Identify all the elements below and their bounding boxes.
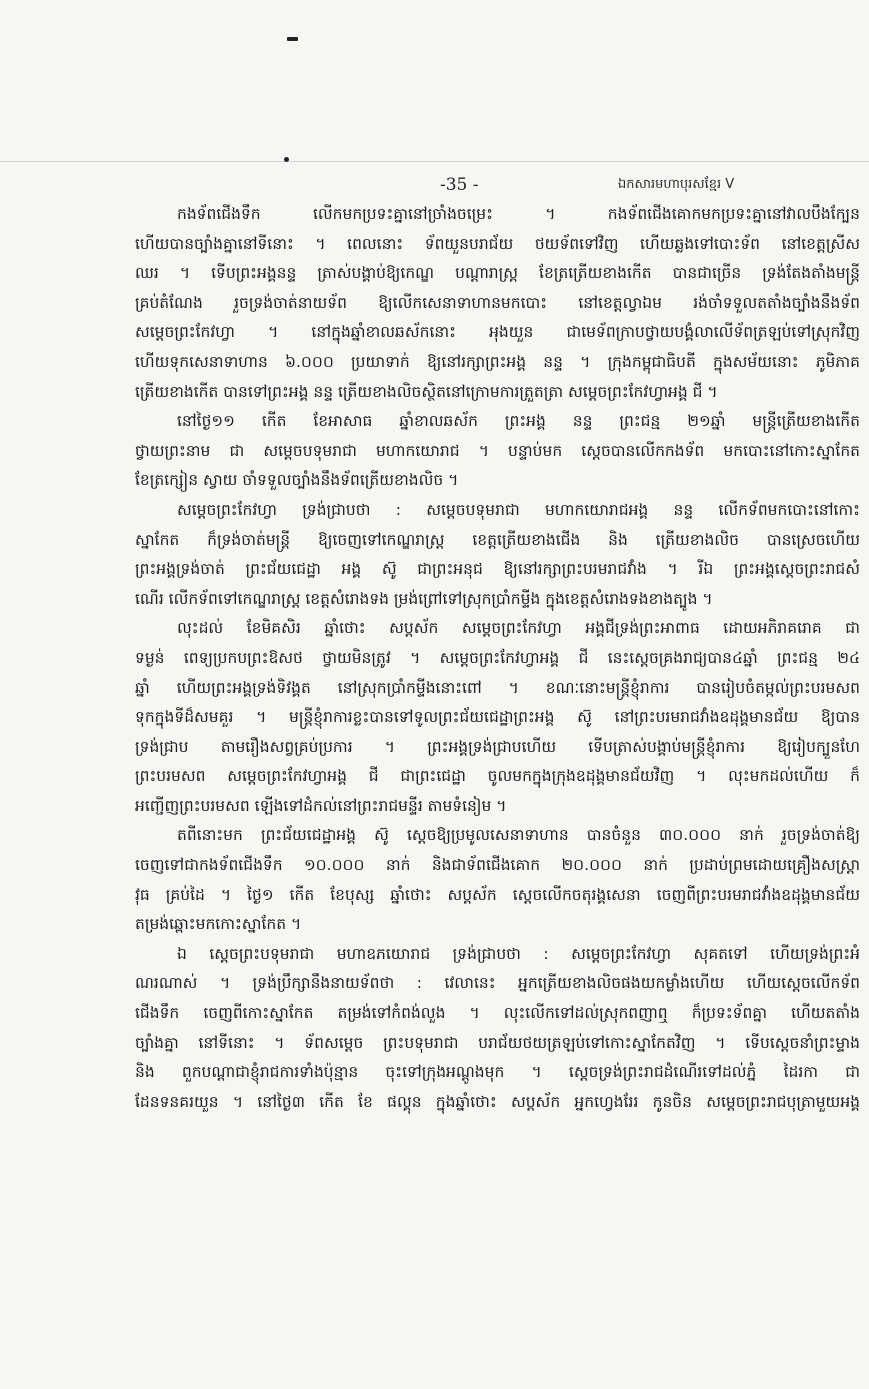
text-line: គ្រប់តំណែង រួចទ្រង់ចាត់នាយទ័ព ឱ្យលើកសេនាទាហានមកបោះ នៅខេត្តល្វាឯម រង់ចាំទទួលតតាំងច្បាំងនឹងទ័ព (135, 293, 860, 312)
text-line: ឈរ ។ ទើបព្រះអង្គនន្ទ ត្រាស់បង្គាប់ឱ្យកេណ្ឌ បណ្ដារាស្ត្រ ខែត្រត្រើយខាងកើត បានជាច្រើន ទ្រង់តែងតាំងមន្ត្រី (135, 264, 860, 283)
text-line: កងទ័ពជើងទឹក លើកមកប្រទះគ្នានៅច្រាំងចម្រេះ ។ កងទ័ពជើងគោកមកប្រទះគ្នានៅវាលបឹងក្បែន (177, 205, 860, 223)
running-head: ឯកសារមហាបុរសខ្មែរ V (618, 177, 735, 192)
text-line: លុះដល់ ខែមិគសិរ ឆ្នាំថោះ សប្ដស័ក សម្ដេចព្រះកែវហ្វា អង្គជីទ្រង់ព្រះអាពាធ ដោយអភិរាគរោគ ជា (177, 619, 860, 638)
paragraph-6 (135, 940, 860, 1118)
text-line: ហើយទុកសេនាទាហាន ៦.០០០ ប្រយាទាក់ ឱ្យនៅរក្សាព្រះអង្គ នន្ទ ។ ក្រុងកម្ពុជាធិបតី ក្នុងសម័យនោះ ភូមិភាគ (135, 352, 860, 371)
text-line: អញ្ជើញព្រះបរមសព ឡើងទៅដំកល់នៅព្រះរាជមន្ទីរ តាមទំនៀម ។ (135, 796, 507, 815)
text-line: ទុកក្នុងទីដ៏សមគួរ ។ មន្ត្រីខ្ញុំរាការខ្លះបានទៅទូលព្រះជ័យជេដ្ឋាព្រះអង្គ ស៊ូ នៅព្រះបរមរាជវាំងឧដុង្គមានជ័យ ឱ្យបាន (135, 708, 860, 727)
text-line: វុធ គ្រប់ដៃ ។ ថ្ងៃ១ កើត ខែបុស្ស ឆ្នាំថោះ សប្ដស័ក ស្ដេចលើកចតុរង្គសេនា ចេញពីព្រះបរមរាជវាំងឧដុង្គមានជ័យ (135, 885, 860, 904)
text-line: ខែត្រក្សៀន ស្វាយ ចាំទទួលច្បាំងនឹងទ័ពត្រើយខាងលិច ។ (135, 471, 459, 490)
paragraph-4 (135, 614, 860, 821)
paragraph-2 (135, 407, 860, 496)
text-line: ព្រះអង្គទ្រង់ចាត់ ព្រះជ័យជេដ្ឋា អង្គ ស៊ូ ជាព្រះអនុជ ឱ្យនៅរក្សាព្រះបរមរាជវាំង ។ រីឯ ព្រះអង្គស្ដេចព្រះរាជសំ (135, 560, 860, 579)
scan-speck (284, 157, 289, 162)
text-line: តពីនោះមក ព្រះជ័យជេដ្ឋាអង្គ ស៊ូ ស្ដេចឱ្យប្រមូលសេនាទាហាន បានចំនួន ៣០.០០០ នាក់ រួចទ្រង់ចាត់ឱ្យ (177, 826, 860, 845)
paragraph-3 (135, 496, 860, 614)
text-line: ណើរ លើកទ័ពទៅកេណ្ឌរាស្ត្រ ខេត្តសំរោងទង ម្រង់ព្រៅទៅស្រុកប្រាំកម្ទីង ក្នុងខេត្តសំរោងទងខាងត្បូង ។ (135, 589, 713, 608)
text-line: សម្ដេចព្រះកែវហ្វា ទ្រង់ជ្រាបថា : សម្ដេចបទុមរាជា មហាកយោរាជអង្គ នន្ទ លើកទ័ពមកបោះនៅកោះ (177, 500, 860, 519)
scan-line (0, 161, 869, 162)
body-text (135, 200, 860, 1117)
text-line: នៅថ្ងៃ១១ កើត ខែអាសាធ ឆ្នាំខាលឆស័ក ព្រះអង្គ នន្ទ ព្រះជន្ម ២១ឆ្នាំ មន្ត្រីត្រើយខាងកើត (177, 412, 860, 431)
text-line: ដែនទនគរយួន ។ នៅថ្ងៃ៣ កើត ខែ ផល្គុន ក្នុងឆ្នាំថោះ សប្ដស័ក អ្នកហ្វេងរែរ កូនចិន សម្ដេចព្រះរាជបុត្រាមួយអង្គ (135, 1092, 860, 1111)
text-line: និង ពួកបណ្ដាជាខ្ញុំរាជការទាំងប៉ុន្មាន ចុះទៅក្រុងអណ្ដូងមុក ។ ស្ដេចទ្រង់ព្រះរាជដំណើរទៅដល់ភ្នំ ដៃរកា ជា (135, 1063, 860, 1082)
scan-speck (287, 37, 298, 41)
text-line: ទ្រង់ជ្រាប តាមរឿងសព្វគ្រប់ប្រការ ។ ព្រះអង្គទ្រង់ជ្រាបហើយ ទើបត្រាស់បង្គាប់មន្ត្រីខ្ញុំរាការ ឱ្យរៀបក្បួនហែ (135, 737, 860, 756)
paragraph-5 (135, 821, 860, 939)
text-line: ឯ ស្ដេចព្រះបទុមរាជា មហាឧភយោរាជ ទ្រង់ជ្រាបថា : សម្ដេចព្រះកែវហ្វា សុគតទៅ ហើយទ្រង់ព្រះអំ (177, 944, 860, 963)
text-line: ជើងទឹក ចេញពីកោះស្នាកែត តម្រង់ទៅកំពង់លួង ។ លុះលើកទៅដល់ស្រុកពញាឮ ក៏ប្រទះទ័ពគ្នា ហើយតតាំង (135, 1004, 860, 1023)
text-line: ត្រើយខាងកើត បានទៅព្រះអង្គ នន្ទ ត្រើយខាងលិចស្ថិតនៅក្រោមការត្រួតត្រា សម្ដេចព្រះកែវហ្វាអង្គ ជី ។ (135, 382, 718, 401)
text-line: ថ្វាយព្រះនាម ជា សម្ដេចបទុមរាជា មហាកយោរាជ ។ បន្ទាប់មក ស្ដេចបានលើកកងទ័ព មកបោះនៅកោះស្នាកែត (135, 441, 860, 460)
text-line: ណរណាស់ ។ ទ្រង់ប្រឹក្សានឹងនាយទ័ពថា : វេលានេះ អ្នកត្រើយខាងលិចផងយកម្លាំងហើយ ហើយស្ដេចលើកទ័ព (135, 974, 860, 993)
text-line: ចេញទៅជាកងទ័ពជើងទឹក ១០.០០០ នាក់ និងជាទ័ពជើងគោក ២០.០០០ នាក់ ប្រដាប់ព្រមដោយគ្រឿងសស្ត្រា (135, 856, 860, 875)
text-line: ឆ្នាំ ហើយព្រះអង្គទ្រង់ទិវង្គត នៅស្រុកប្រាំកម្ទីងនោះពៅ ។ ខណៈនោះមន្ត្រីខ្ញុំរាការ បានរៀបចំតម្កល់ព្រះបរមសព (135, 678, 860, 697)
text-line: ហើយបានច្បាំងគ្នានៅទីនោះ ។ ពេលនោះ ទ័ពយួនបរាជ័យ ថយទ័ពទៅវិញ ហើយឆ្លងទៅបោះទ័ព នៅខេត្តស្រីស (135, 234, 860, 253)
text-line: សម្ដេចព្រះកែវហ្វា ។ នៅក្នុងឆ្នាំខាលឆស័កនោះ អុងយួន ជាមេទ័ពក្រាបថ្វាយបង្គំលាលើទ័ពត្រឡប់ទៅស្រុកវិញ (135, 323, 860, 342)
text-line: តម្រង់ឆ្ពោះមកកោះស្នាកែត ។ (135, 915, 302, 934)
text-line: ព្រះបរមសព សម្ដេចព្រះកែវហ្វាអង្គ ជី ជាព្រះជេដ្ឋា ចូលមកក្នុងក្រុងឧដុង្គមានជ័យវិញ ។ លុះមកដល់ហើយ ក៏ (135, 767, 860, 786)
page-number: -35 - (440, 175, 479, 195)
text-line: ស្នាកែត ក៏ទ្រង់ចាត់មន្ត្រី ឱ្យចេញទៅកេណ្ឌរាស្ត្រ ខេត្តត្រើយខាងជើង និង ត្រើយខាងលិច បានស្រេចហើយ (135, 530, 860, 549)
text-line: ច្បាំងគ្នា នៅទីនោះ ។ ទ័ពសម្ដេច ព្រះបទុមរាជា បរាជ័យថយត្រឡប់ទៅកោះស្នាកែតវិញ ។ ទើបស្ដេចនាំព្រះម្ទាង (135, 1033, 860, 1052)
text-line: ទម្ងន់ ពេទ្យប្រកបព្រះឱសថ ថ្វាយមិនត្រូវ ។ សម្ដេចព្រះកែវហ្វាអង្គ ជី នេះស្ដេចគ្រងរាជ្យបាន៤ឆ្នាំ ព្រះជន្ម ២៤ (135, 648, 860, 667)
paragraph-1 (135, 200, 860, 407)
